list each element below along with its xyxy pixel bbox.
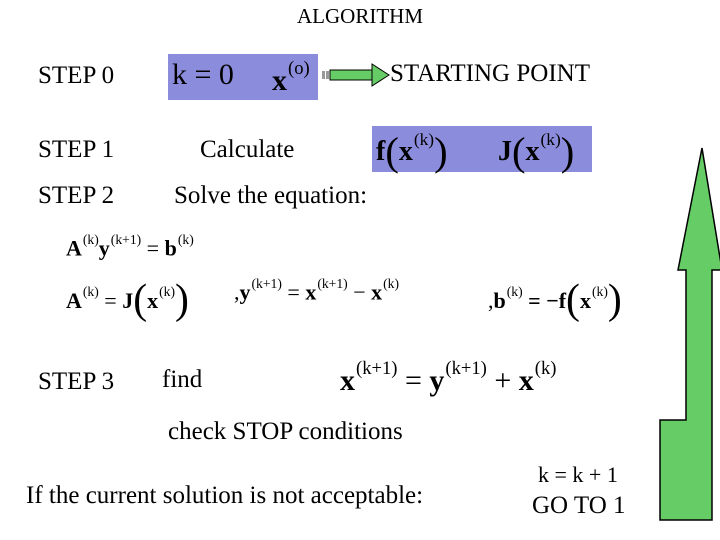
step-3-text: find (162, 366, 203, 393)
step-3-label: STEP 3 (38, 368, 115, 395)
update-equation: $x^{(k+1)} = y^{(k+1)} + x^{(k)}$ (340, 358, 557, 397)
step-0-label: STEP 0 (38, 62, 115, 89)
not-acceptable-text: If the current solution is not acceptable: (26, 482, 424, 509)
page-title: ALGORITHM (297, 4, 423, 28)
check-stop-text: check STOP conditions (168, 418, 403, 445)
jacobian-definition: $A^{(k)} = J(x^{(k)})$ (66, 277, 189, 323)
starting-point-note: STARTING POINT (390, 60, 590, 87)
step-2-label: STEP 2 (38, 182, 115, 209)
step-1-text: Calculate (200, 136, 295, 163)
step-increment-definition: $,y^{(k+1)} = x^{(k+1)} - x^{(k)}$ (234, 276, 400, 305)
step-1-label: STEP 1 (38, 136, 115, 163)
step-0-x-formula: $x^{(o)}$ (272, 58, 310, 97)
rhs-definition: $,b^{(k)} = -f(x^{(k)})$ (488, 277, 622, 323)
step-1-j-formula: $J(x^{(k)})$ (498, 129, 575, 174)
step-0-k-formula: k = 0 (172, 58, 234, 91)
linear-system-equation: $A^{(k)}y^{(k+1)} = b^{(k)}$ (66, 232, 194, 261)
step-2-text: Solve the equation: (174, 182, 368, 209)
k-increment-formula: k = k + 1 (538, 462, 618, 487)
step-1-f-formula: $f(x^{(k)})$ (376, 129, 448, 174)
goto-step-1-text: GO TO 1 (532, 492, 626, 519)
